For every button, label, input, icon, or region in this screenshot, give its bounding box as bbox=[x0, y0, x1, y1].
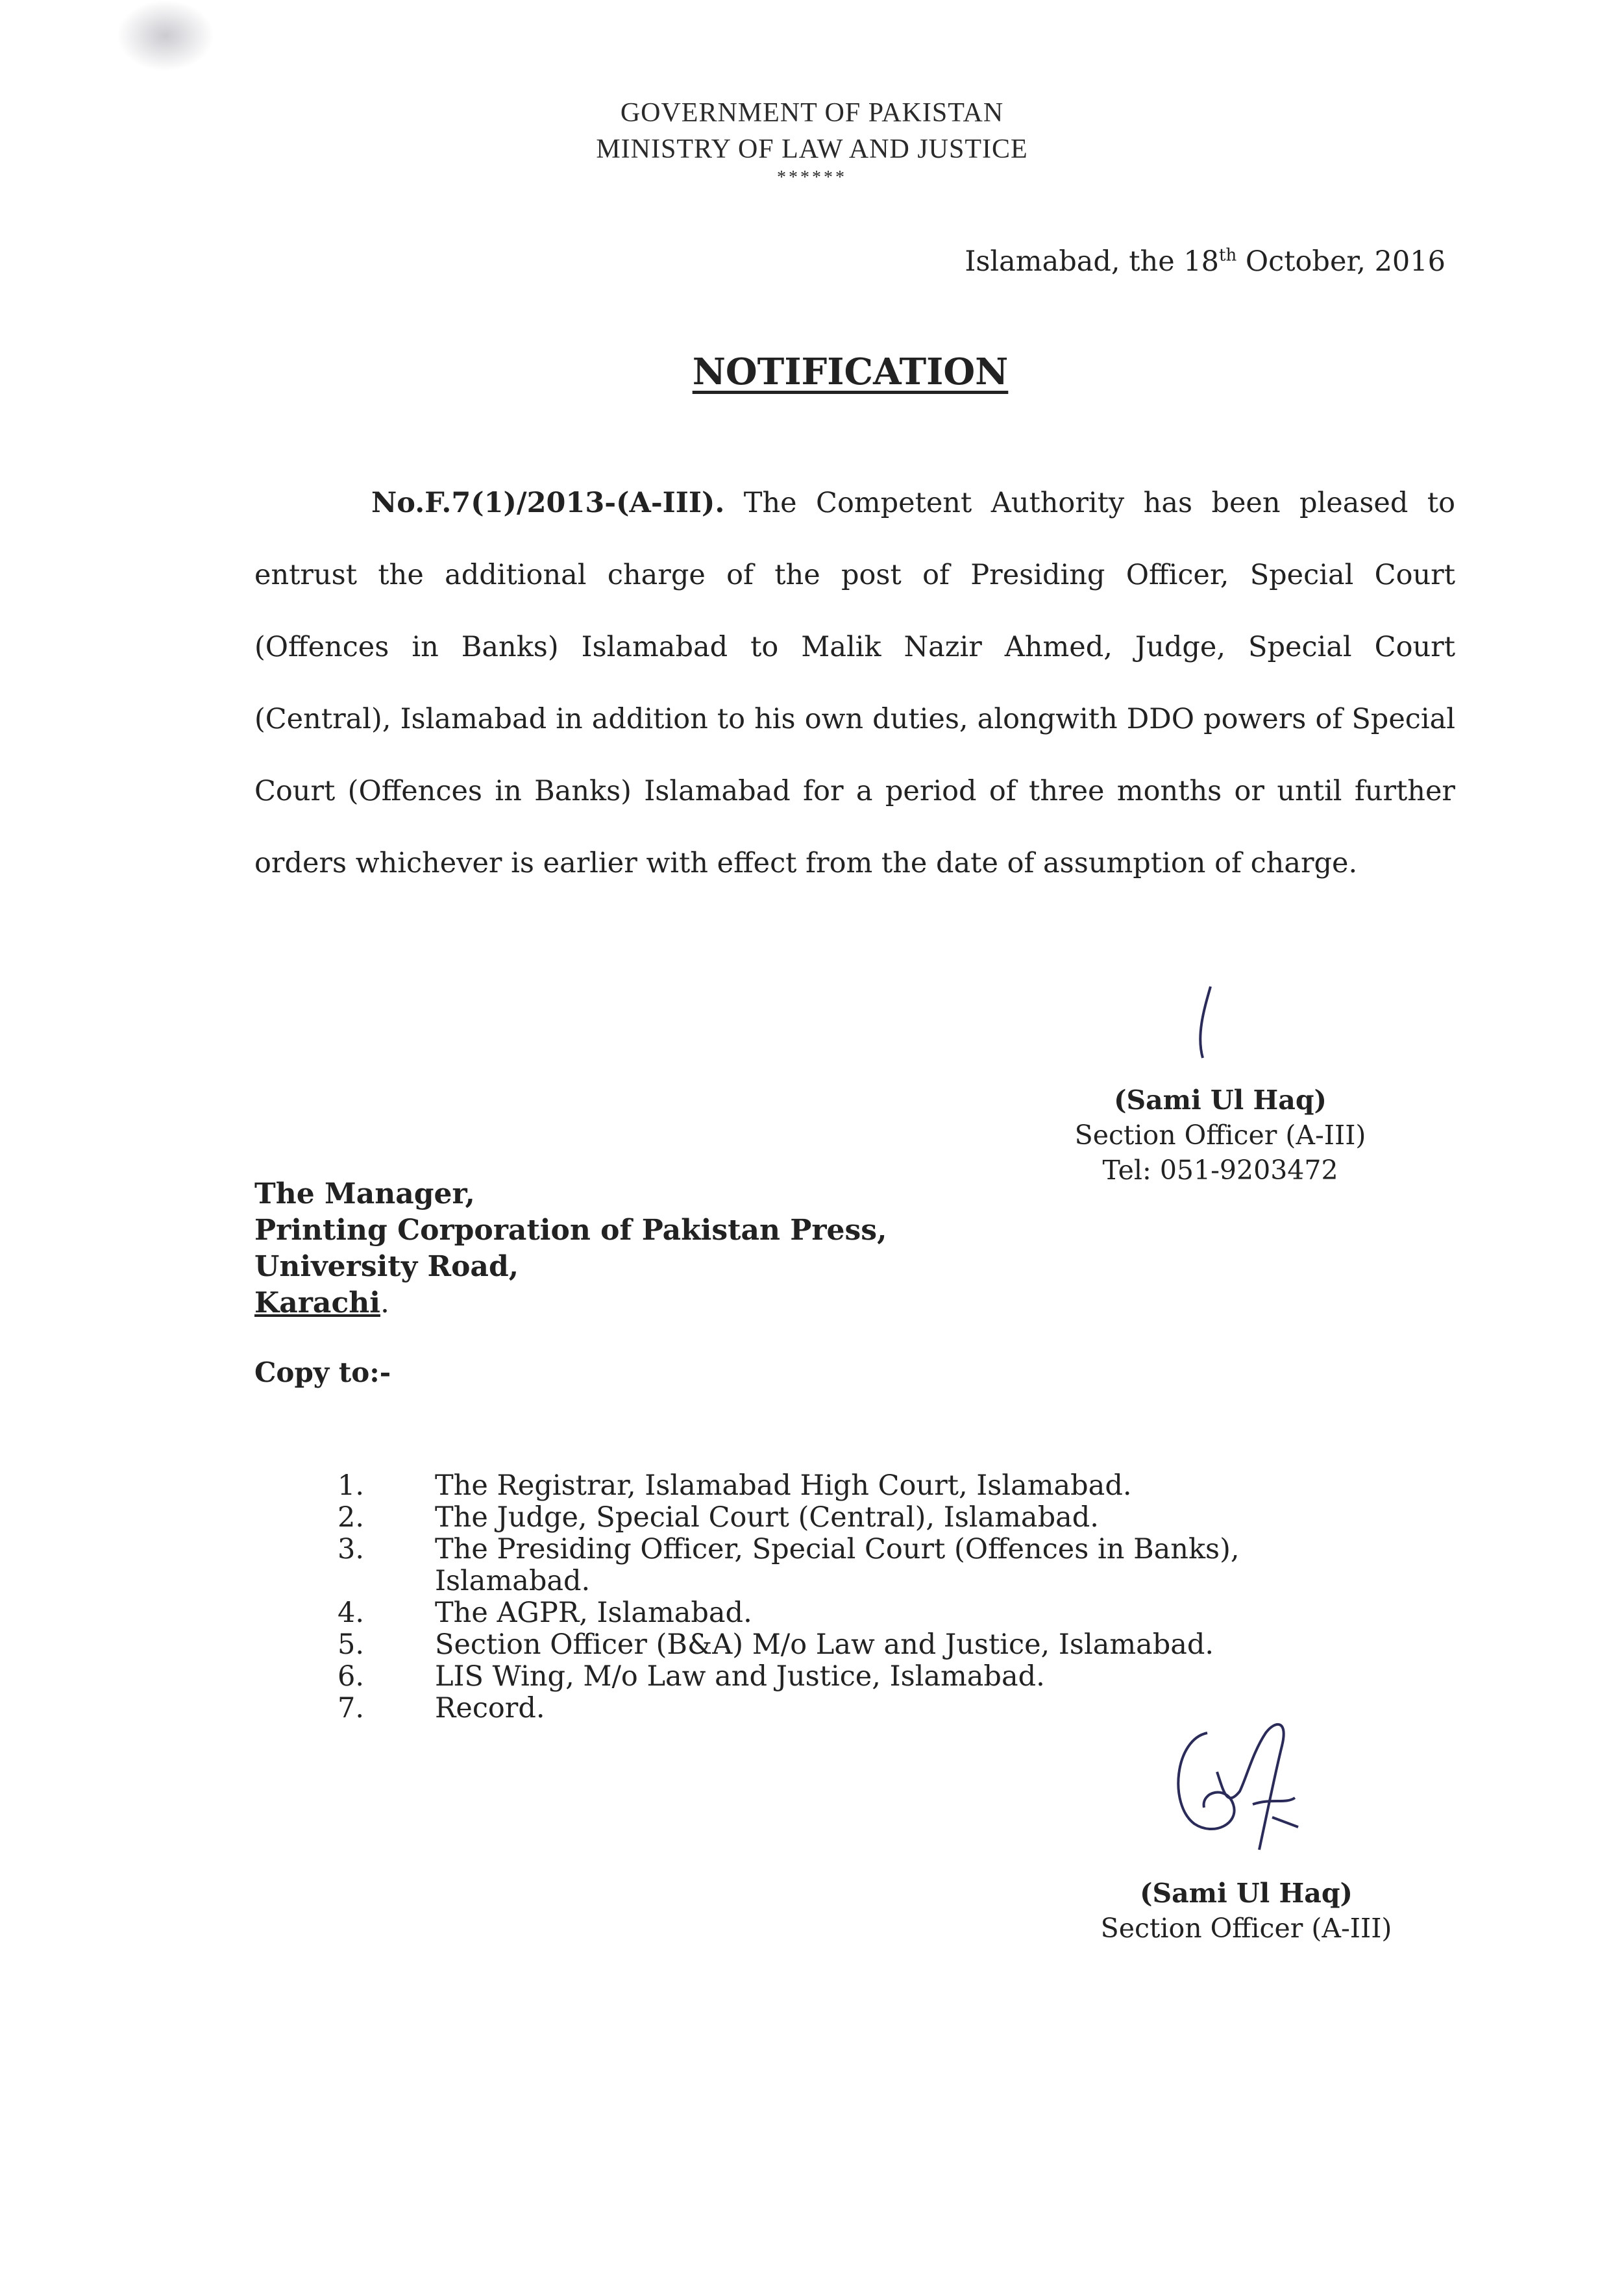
address-line-1: The Manager, bbox=[254, 1177, 475, 1210]
signatory-name: (Sami Ul Haq) bbox=[1140, 1878, 1353, 1909]
list-item-text: Section Officer (B&A) M/o Law and Justice, Islamabad. bbox=[435, 1628, 1214, 1661]
copy-to-list bbox=[338, 1470, 1409, 1724]
document-date bbox=[965, 245, 1446, 278]
signatory-designation: Section Officer (A-III) bbox=[1074, 1120, 1366, 1151]
reference-number: No.F.7(1)/2013-(A-III). bbox=[371, 487, 725, 519]
list-item-number: 3. bbox=[338, 1533, 365, 1565]
list-item-number: 1. bbox=[338, 1469, 365, 1502]
list-item-number: 7. bbox=[338, 1692, 365, 1724]
header-stars: ****** bbox=[777, 167, 847, 188]
address-line-3: University Road, bbox=[254, 1250, 519, 1283]
header-ministry: MINISTRY OF LAW AND JUSTICE bbox=[596, 134, 1028, 164]
list-item-text: The Judge, Special Court (Central), Islamabad. bbox=[435, 1501, 1099, 1534]
notification-body bbox=[254, 467, 1455, 900]
signature-block-1 bbox=[1039, 1083, 1402, 1188]
signature-mark-1 bbox=[1185, 983, 1224, 1061]
signatory-designation: Section Officer (A-III) bbox=[1100, 1913, 1392, 1944]
date-sup: th bbox=[1219, 245, 1237, 265]
address-city-punct: . bbox=[380, 1286, 389, 1319]
list-item bbox=[338, 1534, 1409, 1597]
address-line-2: Printing Corporation of Pakistan Press, bbox=[254, 1214, 887, 1247]
recipient-address bbox=[254, 1176, 887, 1321]
list-item-text: Record. bbox=[435, 1692, 545, 1724]
list-item-text: The Presiding Officer, Special Court (Offences in Banks), Islamabad. bbox=[435, 1533, 1240, 1597]
list-item-number: 5. bbox=[338, 1628, 365, 1661]
signatory-tel: Tel: 051-9203472 bbox=[1102, 1155, 1338, 1186]
signature-block-2 bbox=[1064, 1876, 1428, 1946]
list-item bbox=[338, 1597, 1409, 1629]
list-item bbox=[338, 1629, 1409, 1661]
scan-smudge bbox=[117, 0, 214, 71]
list-item bbox=[338, 1470, 1409, 1502]
list-item-number: 2. bbox=[338, 1501, 365, 1534]
signature-mark-2 bbox=[1155, 1694, 1324, 1863]
list-item bbox=[338, 1661, 1409, 1693]
list-item-number: 4. bbox=[338, 1597, 365, 1629]
list-item-text: LIS Wing, M/o Law and Justice, Islamabad. bbox=[435, 1660, 1045, 1693]
copy-to-label: Copy to:- bbox=[254, 1356, 391, 1388]
list-item-text: The AGPR, Islamabad. bbox=[435, 1597, 752, 1629]
list-item-text: The Registrar, Islamabad High Court, Islamabad. bbox=[435, 1469, 1132, 1502]
address-city-line bbox=[254, 1285, 887, 1321]
header-government: GOVERNMENT OF PAKISTAN bbox=[620, 98, 1004, 128]
list-item bbox=[338, 1502, 1409, 1534]
date-prefix: Islamabad, the 18 bbox=[965, 245, 1220, 278]
page-title: NOTIFICATION bbox=[692, 350, 1009, 393]
list-item-number: 6. bbox=[338, 1660, 365, 1693]
date-suffix: October, 2016 bbox=[1236, 245, 1446, 278]
signatory-name: (Sami Ul Haq) bbox=[1114, 1085, 1327, 1116]
body-text: The Competent Authority has been pleased to entrust the additional charge of the post of Presiding Officer, Special Court (Offences in Banks) Islamabad to Malik Nazir Ahmed, Judge, Special Court (Central), Islamabad in addition to his own duties, alongwith DDO powers of Special Court (Offences in Banks) Islamabad for a period of three months or until further orders whichever is earlier with effect from the date of assumption of charge. bbox=[254, 487, 1456, 879]
address-city: Karachi bbox=[254, 1286, 380, 1319]
